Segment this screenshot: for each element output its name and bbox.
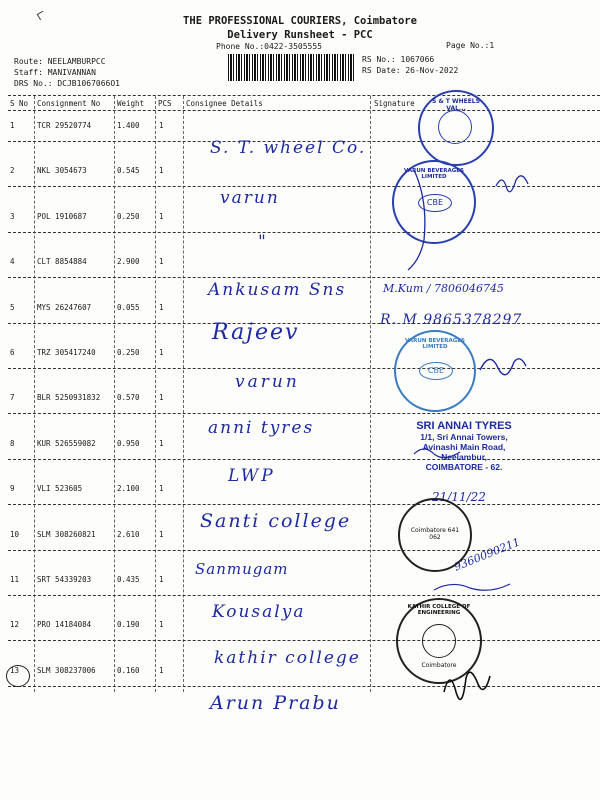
row-weight: 0.160 — [117, 666, 140, 675]
handwritten-consignee: S. T. wheel Co. — [210, 138, 367, 158]
handwritten-consignee: Arun Prabu — [210, 692, 341, 714]
row-pcs: 1 — [159, 166, 164, 175]
handwritten-consignee: Ankusam Sns — [208, 280, 347, 300]
row-pcs: 1 — [159, 666, 164, 675]
company-name: THE PROFESSIONAL COURIERS, Coimbatore — [183, 15, 417, 27]
col-signature: Signature — [374, 99, 415, 108]
stamp-text: Coimbatore 641 062 — [410, 527, 460, 541]
row-pcs: 1 — [159, 303, 164, 312]
handwritten-consignee: kathir college — [214, 648, 361, 668]
route-info — [14, 56, 120, 89]
row-weight: 0.190 — [117, 620, 140, 629]
row-serial-number: 6 — [10, 348, 15, 357]
document-header — [0, 14, 600, 42]
stamp-city: CBE — [419, 362, 453, 380]
stamp-text: VARUN BEVERAGES LIMITED — [404, 338, 466, 350]
row-pcs: 1 — [159, 257, 164, 266]
row-serial-number: 8 — [10, 439, 15, 448]
row-pcs: 1 — [159, 620, 164, 629]
row-consignment-number: NKL 3054673 — [37, 166, 87, 175]
drs-number: DRS No.: DCJB1067066O1 — [14, 79, 120, 88]
handwritten-consignee: anni tyres — [208, 418, 315, 438]
stamp-line: 1/1, Sri Annai Towers, — [420, 432, 508, 442]
row-highlight-circle — [6, 665, 30, 687]
row-pcs: 1 — [159, 212, 164, 221]
row-serial-number: 13 — [10, 666, 20, 675]
row-consignment-number: VLI 523605 — [37, 484, 83, 493]
row-serial-number: 7 — [10, 393, 15, 402]
handwritten-consignee: Kousalya — [212, 602, 306, 622]
row-serial-number: 11 — [10, 575, 20, 584]
row-weight: 1.400 — [117, 121, 140, 130]
signature-13 — [444, 672, 490, 699]
col-weight: Weight — [117, 99, 145, 108]
signature-11 — [434, 584, 510, 590]
row-pcs: 1 — [159, 121, 164, 130]
row-pcs: 1 — [159, 439, 164, 448]
row-consignment-number: TCR 29520774 — [37, 121, 92, 130]
stamp-name: SRI ANNAI TYRES — [416, 420, 512, 432]
rs-info — [362, 54, 458, 76]
row-weight: 0.250 — [117, 212, 140, 221]
stamp-text: KATHIR COLLEGE OF ENGINEERING — [407, 604, 471, 616]
signature-2 — [408, 170, 425, 270]
signature-1 — [496, 176, 528, 192]
handwritten-consignee: Rajeev — [212, 320, 300, 345]
handwritten-phone: 9360090211 — [452, 535, 522, 574]
row-weight: 0.570 — [117, 393, 140, 402]
stamp-line: COIMBATORE - 62. — [425, 462, 503, 472]
row-serial-number: 1 — [10, 121, 15, 130]
row-consignment-number: SLM 308237006 — [37, 666, 96, 675]
stamp-text: S & T WHEELS VAL... — [432, 98, 480, 112]
page-number: Page No.:1 — [446, 41, 495, 50]
col-consignee: Consignee Details — [186, 99, 263, 108]
rs-number: RS No.: 1067066 — [362, 55, 435, 64]
handwritten-consignee: varun — [235, 372, 300, 392]
row-consignment-number: SRT 54339203 — [37, 575, 92, 584]
row-serial-number: 5 — [10, 303, 15, 312]
col-consignment: Consignment No — [37, 99, 101, 108]
row-pcs: 1 — [159, 575, 164, 584]
stamp-line: Neelambur, — [441, 452, 487, 462]
staff: Staff: MANIVANNAN — [14, 68, 96, 77]
col-pcs: PCS — [158, 99, 172, 108]
row-consignment-number: PRO 14184084 — [37, 620, 92, 629]
row-weight: 2.100 — [117, 484, 140, 493]
handwritten-consignee: Santi college — [200, 510, 352, 532]
row-weight: 0.250 — [117, 348, 140, 357]
row-serial-number: 12 — [10, 620, 20, 629]
handwritten-phone: R. M 9865378297 — [380, 312, 523, 328]
handwritten-date: 21/11/22 — [432, 490, 486, 504]
row-weight: 2.900 — [117, 257, 140, 266]
col-sno: S No — [10, 99, 29, 108]
row-weight: 0.055 — [117, 303, 140, 312]
row-weight: 0.435 — [117, 575, 140, 584]
row-pcs: 1 — [159, 393, 164, 402]
handwritten-consignee: " — [258, 232, 266, 252]
row-serial-number: 4 — [10, 257, 15, 266]
stamp-city: Coimbatore — [421, 662, 457, 669]
row-consignment-number: MYS 26247607 — [37, 303, 92, 312]
stamp-text: VARUN BEVERAGES LIMITED — [403, 168, 465, 180]
handwritten-consignee: LWP — [228, 466, 276, 486]
row-serial-number: 10 — [10, 530, 20, 539]
rs-date: RS Date: 26-Nov-2022 — [362, 66, 459, 75]
row-serial-number: 2 — [10, 166, 15, 175]
runsheet-title: Delivery Runsheet - PCC — [227, 29, 373, 41]
row-consignment-number: POL 1910687 — [37, 212, 87, 221]
barcode — [228, 54, 356, 81]
row-pcs: 1 — [159, 484, 164, 493]
stamp-city: CBE — [418, 194, 452, 212]
stamp-line: Avinashi Main Road, — [422, 442, 506, 452]
row-consignment-number: KUR 526559082 — [37, 439, 96, 448]
signature-7 — [414, 449, 460, 458]
handwritten-consignee: Sanmugam — [195, 560, 289, 578]
signature-6 — [480, 359, 526, 375]
row-weight: 0.950 — [117, 439, 140, 448]
row-consignment-number: SLM 308260821 — [37, 530, 96, 539]
row-serial-number: 9 — [10, 484, 15, 493]
phone-number: Phone No.:0422-3505555 — [216, 42, 322, 51]
row-consignment-number: TRZ 305417240 — [37, 348, 96, 357]
row-weight: 0.545 — [117, 166, 140, 175]
row-consignment-number: BLR 5250931832 — [37, 393, 101, 402]
row-pcs: 1 — [159, 530, 164, 539]
route: Route: NEELAMBURPCC — [14, 57, 106, 66]
row-consignment-number: CLT 8854884 — [37, 257, 87, 266]
row-serial-number: 3 — [10, 212, 15, 221]
handwritten-consignee: varun — [220, 188, 280, 208]
signature-layer — [374, 96, 600, 716]
handwritten-phone: M.Kum / 7806046745 — [383, 282, 504, 295]
row-pcs: 1 — [159, 348, 164, 357]
row-weight: 2.610 — [117, 530, 140, 539]
